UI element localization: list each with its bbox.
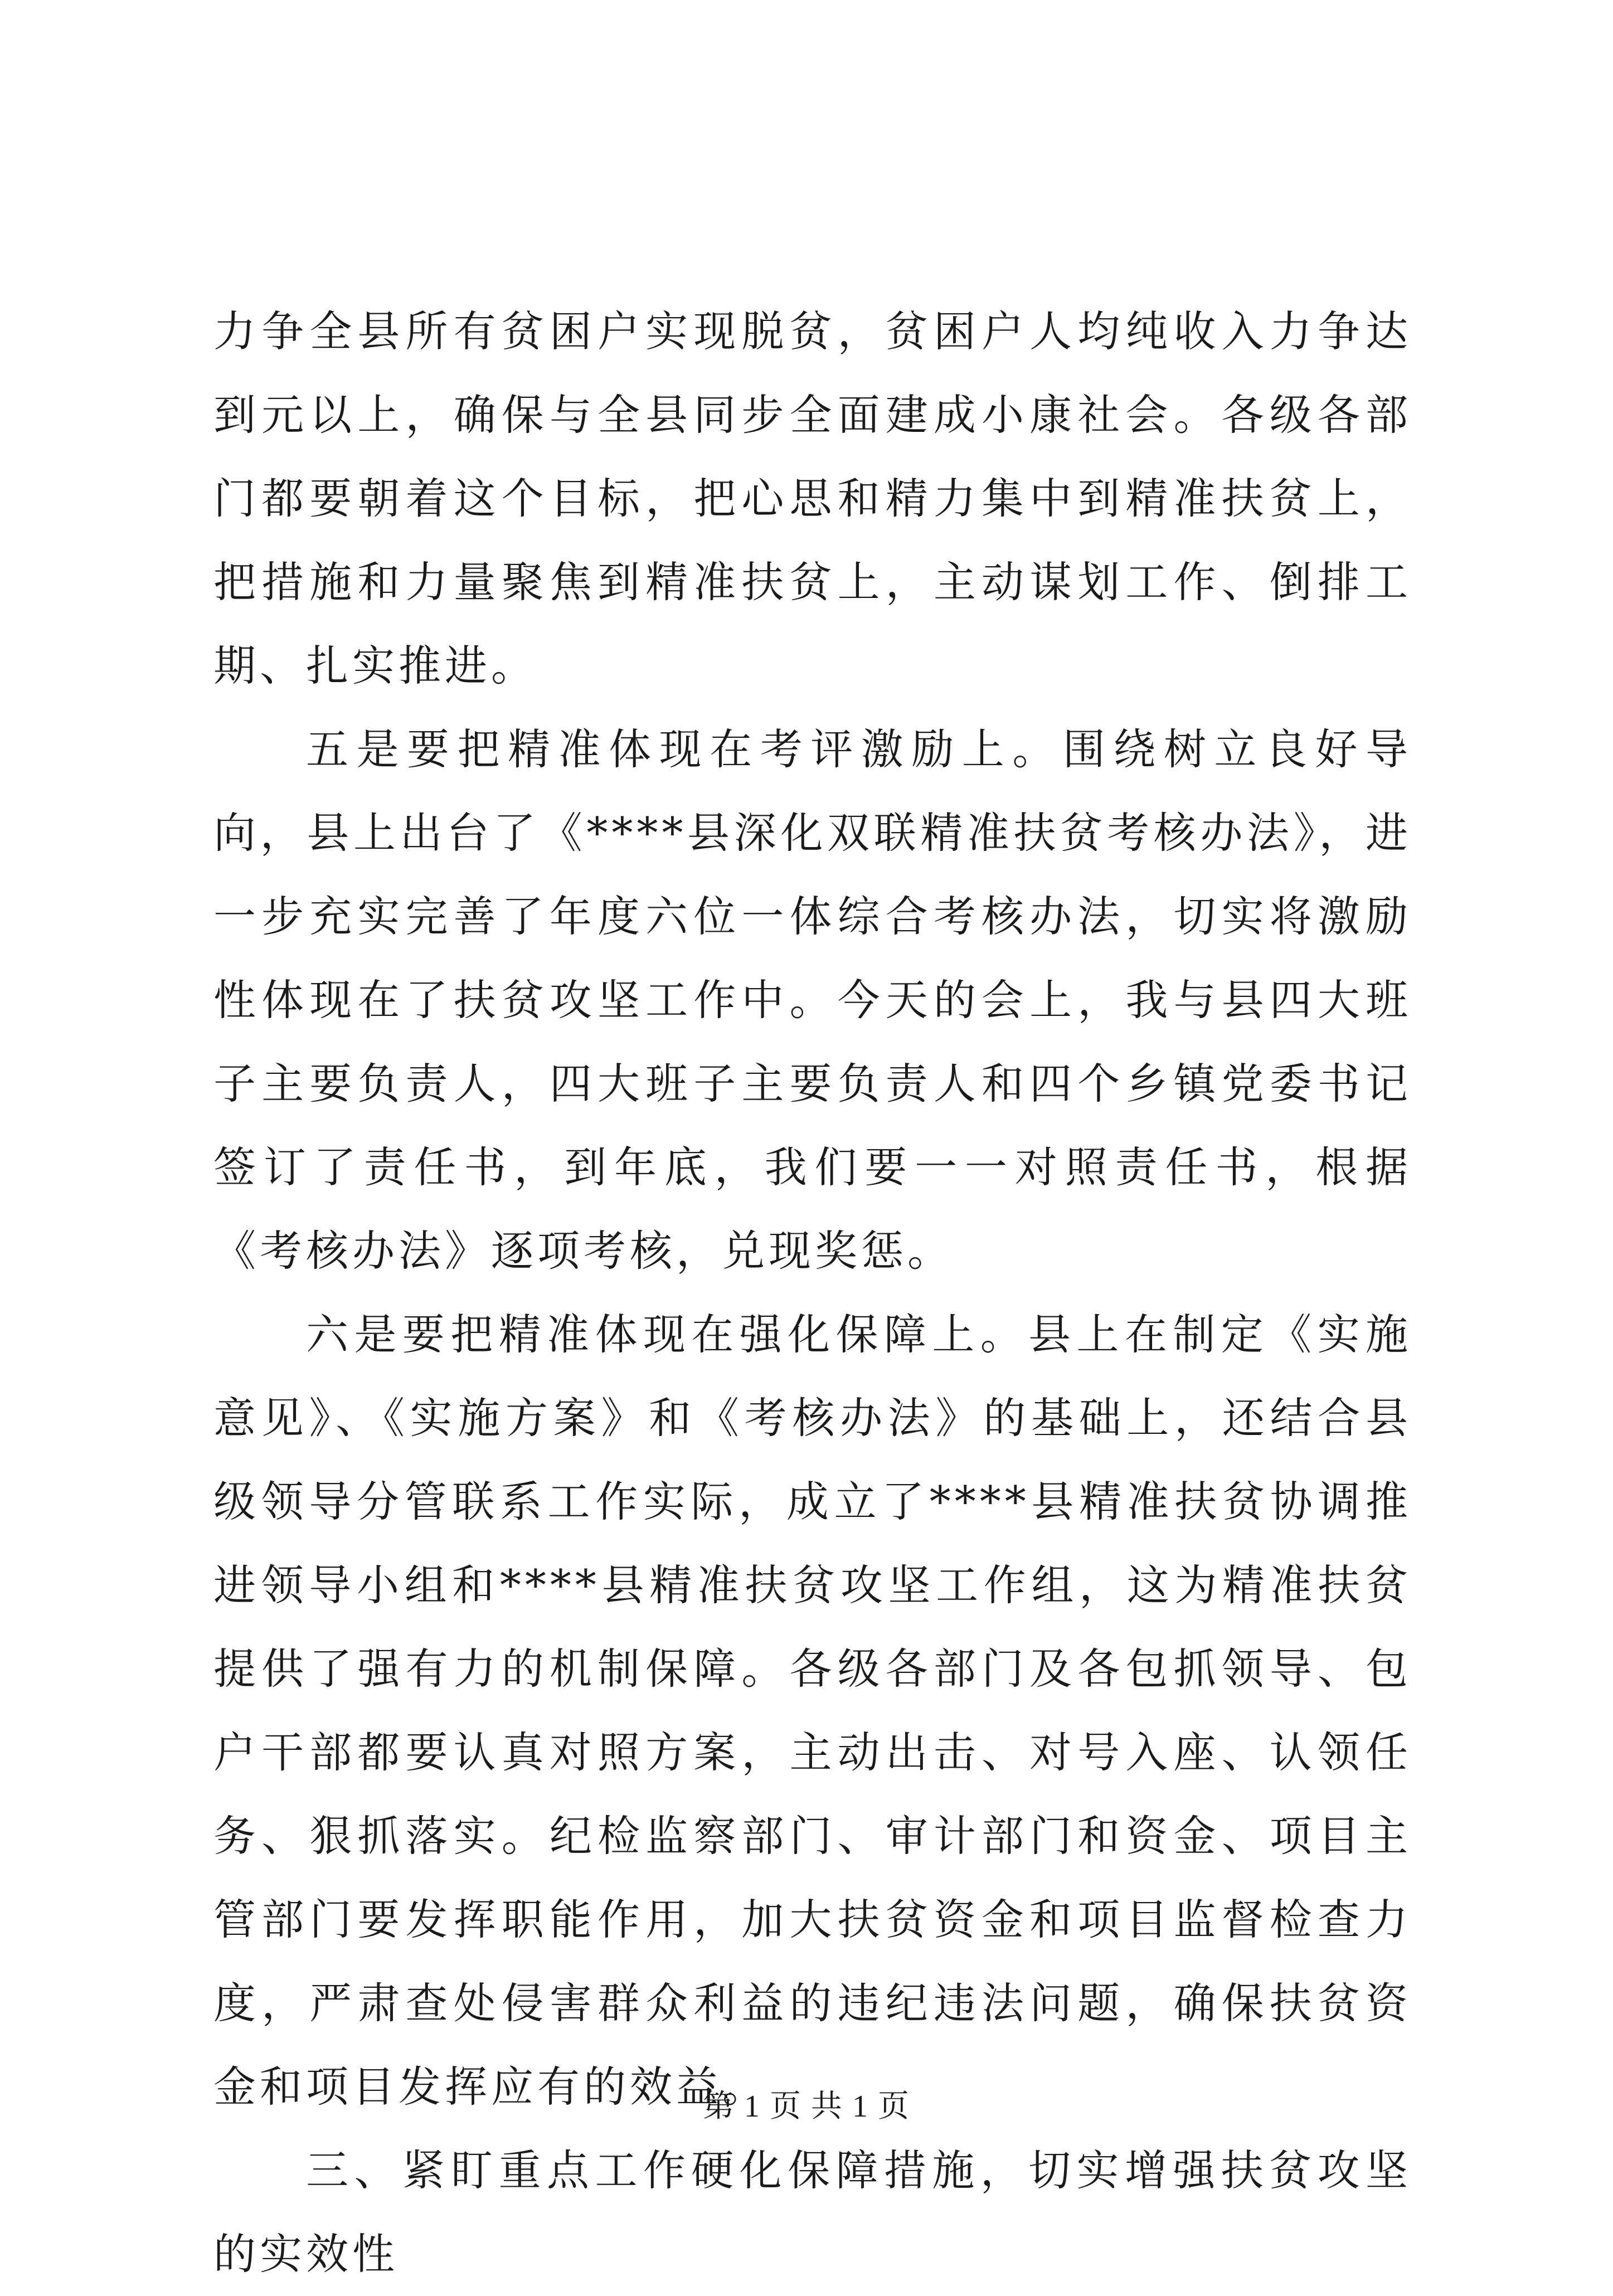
- paragraph-3: 六是要把精准体现在强化保障上。县上在制定《实施意见》、《实施方案》和《考核办法》的基础上，还结合县级领导分管联系工作实际，成立了****县精准扶贫协调推进领导小组和****县精准扶贫攻坚工作组，这为精准扶贫提供了强有力的机制保障。各级各部门及各包抓领导、包户干部都要认真对照方案，主动出击、对号入座、认领任务、狠抓落实。纪检监察部门、审计部门和资金、项目主管部门要发挥职能作用，加大扶贫资金和项目监督检查力度，严肃查处侵害群众利益的违纪违法问题，确保扶贫资金和项目发挥应有的效益。: [213, 1310, 1412, 2112]
- document-body: [213, 290, 1412, 2296]
- paragraph-2: 五是要把精准体现在考评激励上。围绕树立良好导向，县上出台了《****县深化双联精准扶贫考核办法》，进一步充实完善了年度六位一体综合考核办法，切实将激励性体现在了扶贫攻坚工作中。今天的会上，我与县四大班子主要负责人，四大班子主要负责人和四个乡镇党委书记签订了责任书，到年底，我们要一一对照责任书，根据《考核办法》逐项考核，兑现奖惩。: [213, 724, 1412, 1276]
- page-footer: 第 1 页 共 1 页: [703, 2089, 910, 2124]
- paragraph-1: 力争全县所有贫困户实现脱贫，贫困户人均纯收入力争达到元以上，确保与全县同步全面建成小康社会。各级各部门都要朝着这个目标，把心思和精力集中到精准扶贫上，把措施和力量聚焦到精准扶贫上，主动谋划工作、倒排工期、扎实推进。: [213, 307, 1412, 690]
- section-heading-3: 三、紧盯重点工作硬化保障措施，切实增强扶贫攻坚的实效性: [213, 2146, 1412, 2279]
